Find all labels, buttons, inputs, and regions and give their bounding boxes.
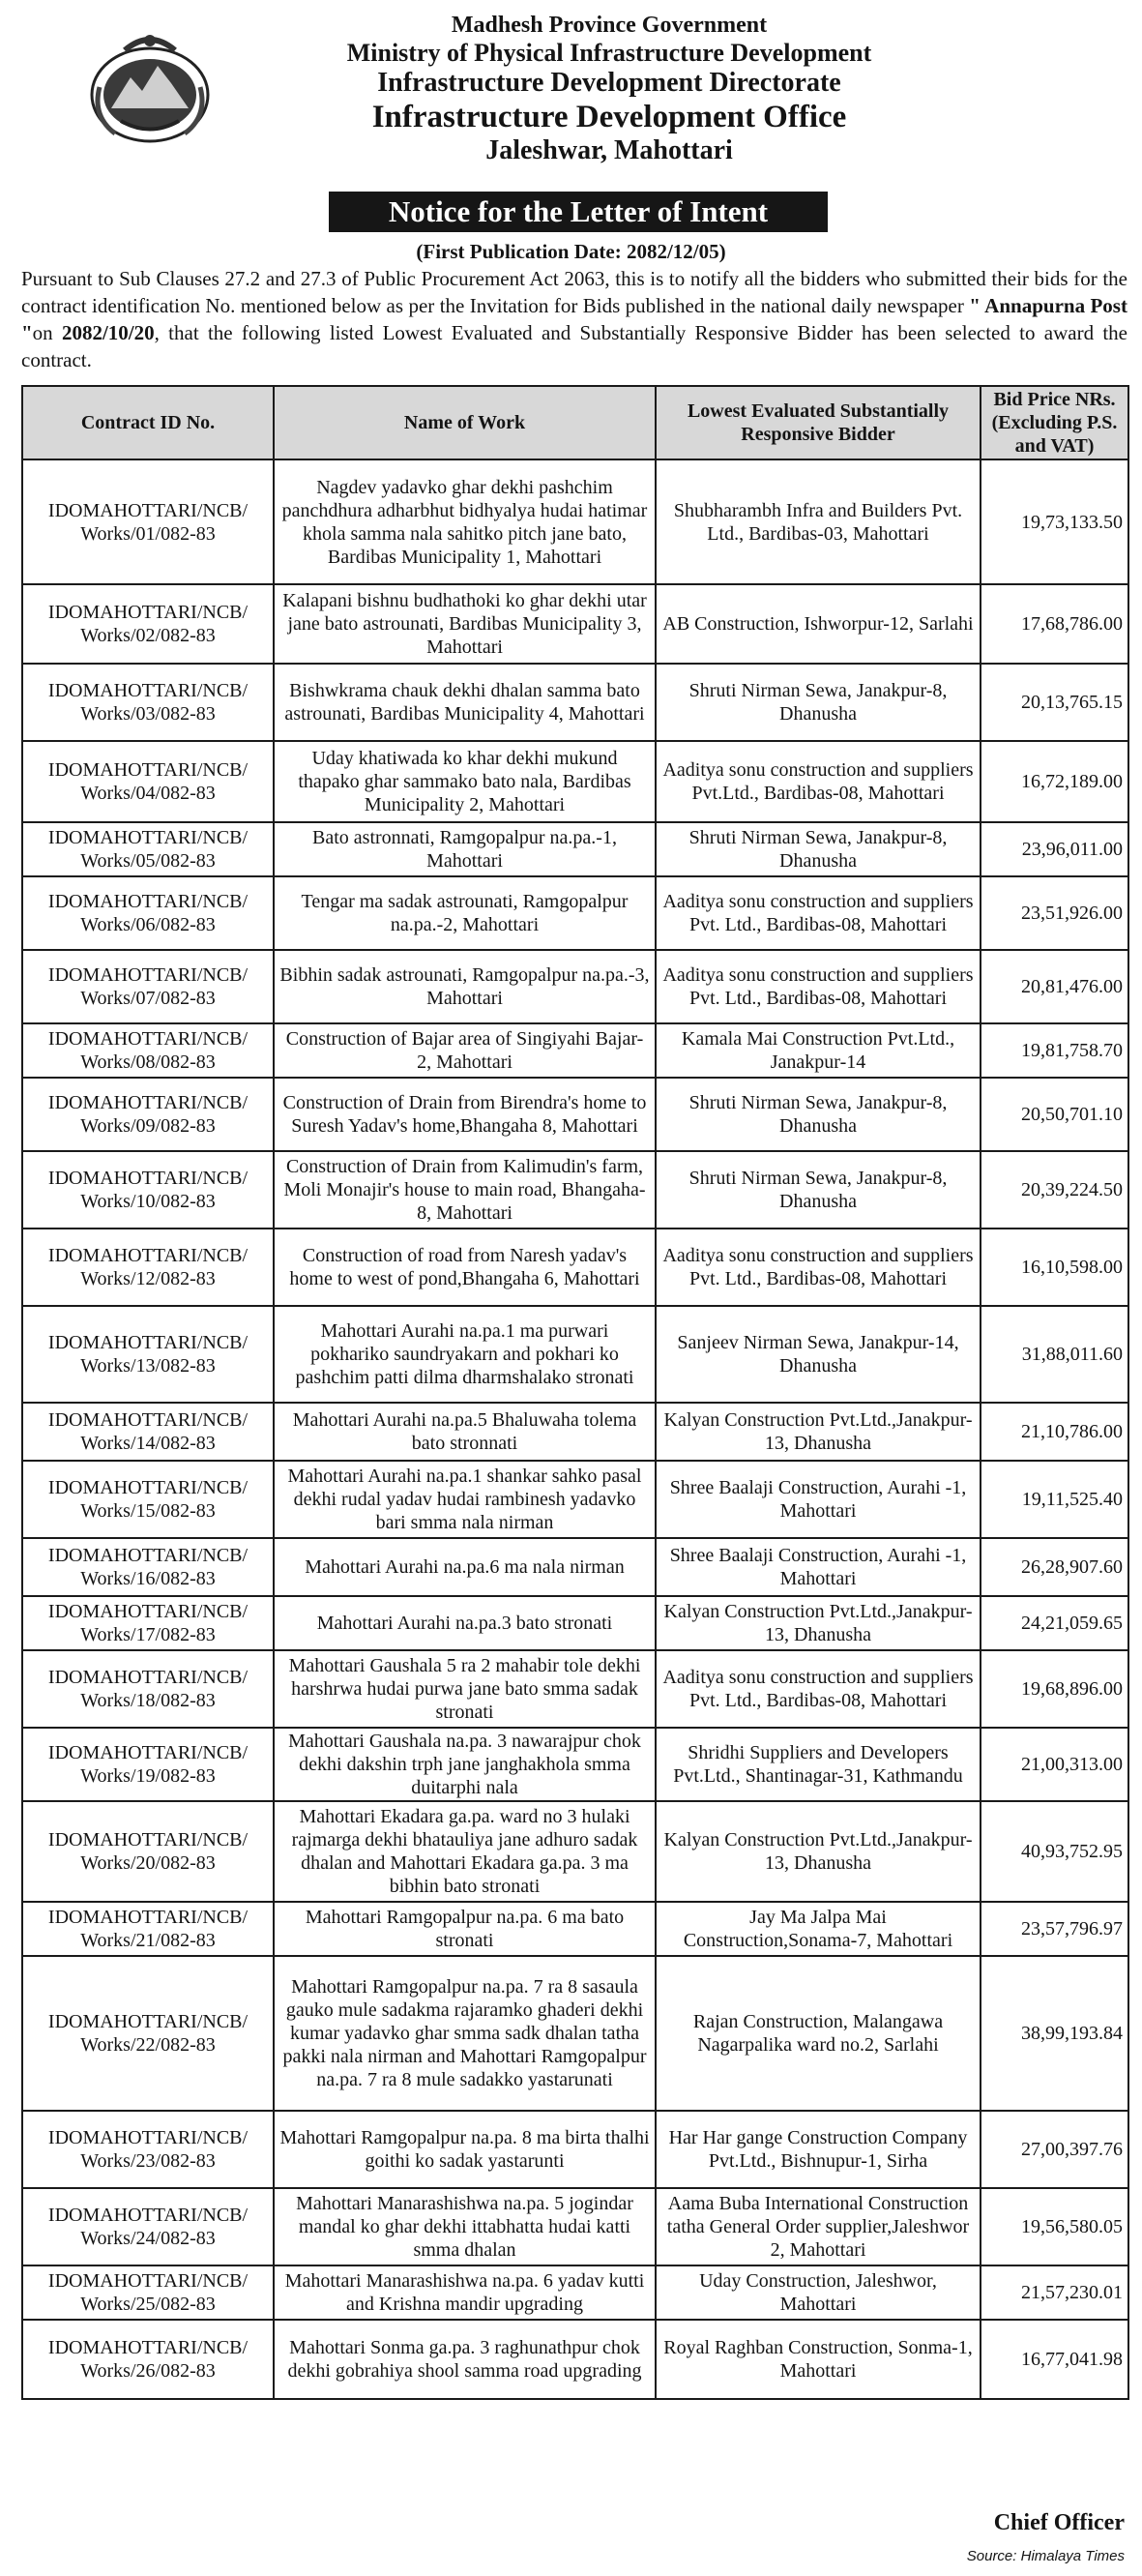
bidder-cell: Shridhi Suppliers and Developers Pvt.Ltd., Shantinagar-31, Kathmandu bbox=[656, 1728, 981, 1801]
table-row bbox=[22, 1078, 1128, 1151]
header-line-office: Infrastructure Development Office bbox=[371, 100, 847, 134]
bidder-cell: Uday Construction, Jaleshwor, Mahottari bbox=[656, 2265, 981, 2320]
contract-id-cell: IDOMAHOTTARI/NCB/ Works/25/082-83 bbox=[22, 2265, 274, 2320]
work-name-cell: Mahottari Aurahi na.pa.5 Bhaluwaha tolema bato stronnati bbox=[274, 1403, 656, 1461]
work-name-cell: Uday khatiwada ko khar dekhi mukund thapako ghar sammako bato nala, Bardibas Municipality 2, Mahottari bbox=[274, 741, 656, 822]
work-name-cell: Bato astronnati, Ramgopalpur na.pa.-1, Mahottari bbox=[274, 822, 656, 876]
table-row bbox=[22, 1956, 1128, 2111]
intro-part1: Pursuant to Sub Clauses 27.2 and 27.3 of Public Procurement Act 2063, this is to notify all the bidders who submitted their bids for the contract identification No. mentioned below as per the Invitation for Bids published in the national daily newspaper bbox=[21, 267, 1127, 317]
bid-price-cell: 19,68,896.00 bbox=[981, 1650, 1128, 1728]
contract-id-cell: IDOMAHOTTARI/NCB/ Works/17/082-83 bbox=[22, 1596, 274, 1650]
work-name-cell: Mahottari Gaushala 5 ra 2 mahabir tole dekhi harshrwa hudai purwa jane bato smma sadak stronati bbox=[274, 1650, 656, 1728]
work-name-cell: Construction of Drain from Birendra's home to Suresh Yadav's home,Bhangaha 8, Mahottari bbox=[274, 1078, 656, 1151]
work-name-cell: Mahottari Aurahi na.pa.6 ma nala nirman bbox=[274, 1538, 656, 1596]
contract-id-cell: IDOMAHOTTARI/NCB/ Works/07/082-83 bbox=[22, 950, 274, 1023]
contract-id-cell: IDOMAHOTTARI/NCB/ Works/16/082-83 bbox=[22, 1538, 274, 1596]
bidder-cell: AB Construction, Ishworpur-12, Sarlahi bbox=[656, 584, 981, 664]
table-header-row bbox=[22, 386, 1128, 459]
contract-id-cell: IDOMAHOTTARI/NCB/ Works/18/082-83 bbox=[22, 1650, 274, 1728]
table-row bbox=[22, 1650, 1128, 1728]
work-name-cell: Construction of road from Naresh yadav's home to west of pond,Bhangaha 6, Mahottari bbox=[274, 1229, 656, 1306]
work-name-cell: Mahottari Ramgopalpur na.pa. 6 ma bato stronati bbox=[274, 1902, 656, 1956]
work-name-cell: Mahottari Gaushala na.pa. 3 nawarajpur chok dekhi dakshin trph jane janghakhola smma duitarphi nala bbox=[274, 1728, 656, 1801]
bid-price-cell: 16,72,189.00 bbox=[981, 741, 1128, 822]
contract-id-cell: IDOMAHOTTARI/NCB/ Works/10/082-83 bbox=[22, 1151, 274, 1229]
bidder-cell: Aaditya sonu construction and suppliers Pvt. Ltd., Bardibas-08, Mahottari bbox=[656, 1229, 981, 1306]
intro-date: 2082/10/20 bbox=[61, 321, 155, 344]
work-name-cell: Mahottari Sonma ga.pa. 3 raghunathpur chok dekhi gobrahiya shool samma road upgrading bbox=[274, 2320, 656, 2399]
bid-price-cell: 21,00,313.00 bbox=[981, 1728, 1128, 1801]
contract-id-cell: IDOMAHOTTARI/NCB/ Works/26/082-83 bbox=[22, 2320, 274, 2399]
bidder-cell: Kalyan Construction Pvt.Ltd.,Janakpur-13, Dhanusha bbox=[656, 1801, 981, 1902]
contract-id-cell: IDOMAHOTTARI/NCB/ Works/04/082-83 bbox=[22, 741, 274, 822]
contract-id-cell: IDOMAHOTTARI/NCB/ Works/19/082-83 bbox=[22, 1728, 274, 1801]
table-row bbox=[22, 1229, 1128, 1306]
contract-id-cell: IDOMAHOTTARI/NCB/ Works/15/082-83 bbox=[22, 1461, 274, 1538]
publication-date: (First Publication Date: 2082/12/05) bbox=[416, 240, 726, 263]
bidder-cell: Shubharambh Infra and Builders Pvt. Ltd., Bardibas-03, Mahottari bbox=[656, 459, 981, 584]
table-row bbox=[22, 459, 1128, 584]
bid-price-cell: 23,96,011.00 bbox=[981, 822, 1128, 876]
bidder-cell: Shree Baalaji Construction, Aurahi -1, Mahottari bbox=[656, 1538, 981, 1596]
bid-price-cell: 23,57,796.97 bbox=[981, 1902, 1128, 1956]
notice-title: Notice for the Letter of Intent bbox=[329, 192, 828, 232]
table-row bbox=[22, 2111, 1128, 2188]
bidder-cell: Shruti Nirman Sewa, Janakpur-8, Dhanusha bbox=[656, 1078, 981, 1151]
work-name-cell: Bishwkrama chauk dekhi dhalan samma bato astrounati, Bardibas Municipality 4, Mahottari bbox=[274, 664, 656, 741]
contract-id-cell: IDOMAHOTTARI/NCB/ Works/05/082-83 bbox=[22, 822, 274, 876]
work-name-cell: Construction of Drain from Kalimudin's farm, Moli Monajir's house to main road, Bhangaha-8, Mahottari bbox=[274, 1151, 656, 1229]
work-name-cell: Mahottari Ramgopalpur na.pa. 8 ma birta thalhi goithi ko sadak yastarunti bbox=[274, 2111, 656, 2188]
bid-price-cell: 40,93,752.95 bbox=[981, 1801, 1128, 1902]
contract-id-cell: IDOMAHOTTARI/NCB/ Works/21/082-83 bbox=[22, 1902, 274, 1956]
header-line-government: Madhesh Province Government bbox=[451, 13, 768, 38]
header-contract-id: Contract ID No. bbox=[22, 386, 274, 459]
chief-officer-signature: Chief Officer bbox=[993, 2510, 1125, 2535]
contract-id-cell: IDOMAHOTTARI/NCB/ Works/22/082-83 bbox=[22, 1956, 274, 2111]
bidder-cell: Shruti Nirman Sewa, Janakpur-8, Dhanusha bbox=[656, 664, 981, 741]
table-row bbox=[22, 876, 1128, 950]
bid-price-cell: 19,56,580.05 bbox=[981, 2188, 1128, 2265]
contract-id-cell: IDOMAHOTTARI/NCB/ Works/06/082-83 bbox=[22, 876, 274, 950]
table-row bbox=[22, 664, 1128, 741]
bidder-cell: Aaditya sonu construction and suppliers Pvt.Ltd., Bardibas-08, Mahottari bbox=[656, 741, 981, 822]
header-line-location: Jaleshwar, Mahottari bbox=[485, 135, 733, 165]
contract-id-cell: IDOMAHOTTARI/NCB/ Works/09/082-83 bbox=[22, 1078, 274, 1151]
work-name-cell: Nagdev yadavko ghar dekhi pashchim panchdhura adharbhut bidhyalya hudai hatimar khola samma nala sahitko pitch jane bato, Bardibas Municipality 1, Mahottari bbox=[274, 459, 656, 584]
table-row bbox=[22, 2320, 1128, 2399]
bid-price-cell: 31,88,011.60 bbox=[981, 1306, 1128, 1403]
contract-id-cell: IDOMAHOTTARI/NCB/ Works/13/082-83 bbox=[22, 1306, 274, 1403]
contract-id-cell: IDOMAHOTTARI/NCB/ Works/24/082-83 bbox=[22, 2188, 274, 2265]
intro-paragraph bbox=[21, 265, 1127, 373]
work-name-cell: Bibhin sadak astrounati, Ramgopalpur na.pa.-3, Mahottari bbox=[274, 950, 656, 1023]
table-row bbox=[22, 950, 1128, 1023]
work-name-cell: Mahottari Aurahi na.pa.3 bato stronati bbox=[274, 1596, 656, 1650]
table-row bbox=[22, 1151, 1128, 1229]
work-name-cell: Mahottari Manarashishwa na.pa. 6 yadav kutti and Krishna mandir upgrading bbox=[274, 2265, 656, 2320]
nepal-emblem-icon bbox=[82, 19, 218, 155]
bid-price-cell: 24,21,059.65 bbox=[981, 1596, 1128, 1650]
bid-price-cell: 20,39,224.50 bbox=[981, 1151, 1128, 1229]
intro-part3: , that the following listed Lowest Evaluated and Substantially Responsive Bidder has been selected to award the contract. bbox=[21, 321, 1128, 371]
contract-id-cell: IDOMAHOTTARI/NCB/ Works/03/082-83 bbox=[22, 664, 274, 741]
bid-table-body bbox=[22, 459, 1128, 2399]
contract-id-cell: IDOMAHOTTARI/NCB/ Works/23/082-83 bbox=[22, 2111, 274, 2188]
bidder-cell: Shruti Nirman Sewa, Janakpur-8, Dhanusha bbox=[656, 1151, 981, 1229]
table-row bbox=[22, 2265, 1128, 2320]
bid-price-cell: 19,73,133.50 bbox=[981, 459, 1128, 584]
header-bidder: Lowest Evaluated Substantially Responsive Bidder bbox=[656, 386, 981, 459]
header-line-directorate: Infrastructure Development Directorate bbox=[377, 68, 841, 98]
notice-header bbox=[0, 0, 1142, 263]
header-bid-price: Bid Price NRs. (Excluding P.S. and VAT) bbox=[981, 386, 1128, 459]
contract-id-cell: IDOMAHOTTARI/NCB/ Works/02/082-83 bbox=[22, 584, 274, 664]
bid-table bbox=[21, 385, 1129, 2400]
bid-price-cell: 20,81,476.00 bbox=[981, 950, 1128, 1023]
table-row bbox=[22, 1728, 1128, 1801]
table-row bbox=[22, 1306, 1128, 1403]
table-row bbox=[22, 1538, 1128, 1596]
bidder-cell: Aaditya sonu construction and suppliers Pvt. Ltd., Bardibas-08, Mahottari bbox=[656, 876, 981, 950]
bidder-cell: Kalyan Construction Pvt.Ltd.,Janakpur-13, Dhanusha bbox=[656, 1596, 981, 1650]
contract-id-cell: IDOMAHOTTARI/NCB/ Works/08/082-83 bbox=[22, 1023, 274, 1078]
table-row bbox=[22, 1403, 1128, 1461]
work-name-cell: Construction of Bajar area of Singiyahi Bajar-2, Mahottari bbox=[274, 1023, 656, 1078]
table-row bbox=[22, 584, 1128, 664]
contract-id-cell: IDOMAHOTTARI/NCB/ Works/12/082-83 bbox=[22, 1229, 274, 1306]
table-row bbox=[22, 2188, 1128, 2265]
bidder-cell: Shruti Nirman Sewa, Janakpur-8, Dhanusha bbox=[656, 822, 981, 876]
bid-price-cell: 27,00,397.76 bbox=[981, 2111, 1128, 2188]
bid-price-cell: 21,57,230.01 bbox=[981, 2265, 1128, 2320]
bidder-cell: Aaditya sonu construction and suppliers Pvt. Ltd., Bardibas-08, Mahottari bbox=[656, 1650, 981, 1728]
bidder-cell: Aama Buba International Construction tatha General Order supplier,Jaleshwor 2, Mahottari bbox=[656, 2188, 981, 2265]
bid-price-cell: 38,99,193.84 bbox=[981, 1956, 1128, 2111]
work-name-cell: Mahottari Manarashishwa na.pa. 5 jogindar mandal ko ghar dekhi ittabhatta hudai katti smma dhalan bbox=[274, 2188, 656, 2265]
contract-id-cell: IDOMAHOTTARI/NCB/ Works/14/082-83 bbox=[22, 1403, 274, 1461]
header-name-of-work: Name of Work bbox=[274, 386, 656, 459]
bidder-cell: Shree Baalaji Construction, Aurahi -1, Mahottari bbox=[656, 1461, 981, 1538]
source-credit: Source: Himalaya Times bbox=[966, 2548, 1125, 2564]
bidder-cell: Rajan Construction, Malangawa Nagarpalika ward no.2, Sarlahi bbox=[656, 1956, 981, 2111]
bid-price-cell: 21,10,786.00 bbox=[981, 1403, 1128, 1461]
bid-price-cell: 20,13,765.15 bbox=[981, 664, 1128, 741]
table-row bbox=[22, 1902, 1128, 1956]
bid-price-cell: 17,68,786.00 bbox=[981, 584, 1128, 664]
contract-id-cell: IDOMAHOTTARI/NCB/ Works/01/082-83 bbox=[22, 459, 274, 584]
bid-price-cell: 19,11,525.40 bbox=[981, 1461, 1128, 1538]
work-name-cell: Tengar ma sadak astrounati, Ramgopalpur na.pa.-2, Mahottari bbox=[274, 876, 656, 950]
bidder-cell: Kalyan Construction Pvt.Ltd.,Janakpur-13, Dhanusha bbox=[656, 1403, 981, 1461]
work-name-cell: Mahottari Ekadara ga.pa. ward no 3 hulaki rajmarga dekhi bhatauliya jane adhuro sadak dhalan and Mahottari Ekadara ga.pa. 3 ma bibhin bato stronati bbox=[274, 1801, 656, 1902]
table-row bbox=[22, 822, 1128, 876]
bid-price-cell: 16,10,598.00 bbox=[981, 1229, 1128, 1306]
bidder-cell: Aaditya sonu construction and suppliers Pvt. Ltd., Bardibas-08, Mahottari bbox=[656, 950, 981, 1023]
bidder-cell: Kamala Mai Construction Pvt.Ltd., Janakpur-14 bbox=[656, 1023, 981, 1078]
bid-price-cell: 26,28,907.60 bbox=[981, 1538, 1128, 1596]
bidder-cell: Royal Raghban Construction, Sonma-1, Mahottari bbox=[656, 2320, 981, 2399]
bid-price-cell: 19,81,758.70 bbox=[981, 1023, 1128, 1078]
intro-part2: on bbox=[32, 321, 62, 344]
bid-price-cell: 16,77,041.98 bbox=[981, 2320, 1128, 2399]
contract-id-cell: IDOMAHOTTARI/NCB/ Works/20/082-83 bbox=[22, 1801, 274, 1902]
header-line-ministry: Ministry of Physical Infrastructure Development bbox=[346, 39, 872, 67]
table-row bbox=[22, 741, 1128, 822]
work-name-cell: Mahottari Aurahi na.pa.1 shankar sahko pasal dekhi rudal yadav hudai rambinesh yadavko bari smma nala nirman bbox=[274, 1461, 656, 1538]
work-name-cell: Mahottari Ramgopalpur na.pa. 7 ra 8 sasaula gauko mule sadakma rajaramko ghaderi dekhi kumar yadavko ghar smma sadk dhalan tatha pakki nala nirman and Mahottari Ramgopalpur na.pa. 7 ra 8 mule sadakko yastarunati bbox=[274, 1956, 656, 2111]
table-row bbox=[22, 1461, 1128, 1538]
table-row bbox=[22, 1596, 1128, 1650]
work-name-cell: Kalapani bishnu budhathoki ko ghar dekhi utar jane bato astrounati, Bardibas Municipality 3, Mahottari bbox=[274, 584, 656, 664]
bidder-cell: Sanjeev Nirman Sewa, Janakpur-14, Dhanusha bbox=[656, 1306, 981, 1403]
table-row bbox=[22, 1801, 1128, 1902]
bidder-cell: Har Har gange Construction Company Pvt.Ltd., Bishnupur-1, Sirha bbox=[656, 2111, 981, 2188]
bid-price-cell: 20,50,701.10 bbox=[981, 1078, 1128, 1151]
bidder-cell: Jay Ma Jalpa Mai Construction,Sonama-7, Mahottari bbox=[656, 1902, 981, 1956]
work-name-cell: Mahottari Aurahi na.pa.1 ma purwari pokhariko saundryakarn and pokhari ko pashchim patti dilma dharmshalako stronati bbox=[274, 1306, 656, 1403]
table-row bbox=[22, 1023, 1128, 1078]
intro-newspaper: " Annapurna Post " bbox=[21, 294, 1127, 344]
bid-price-cell: 23,51,926.00 bbox=[981, 876, 1128, 950]
